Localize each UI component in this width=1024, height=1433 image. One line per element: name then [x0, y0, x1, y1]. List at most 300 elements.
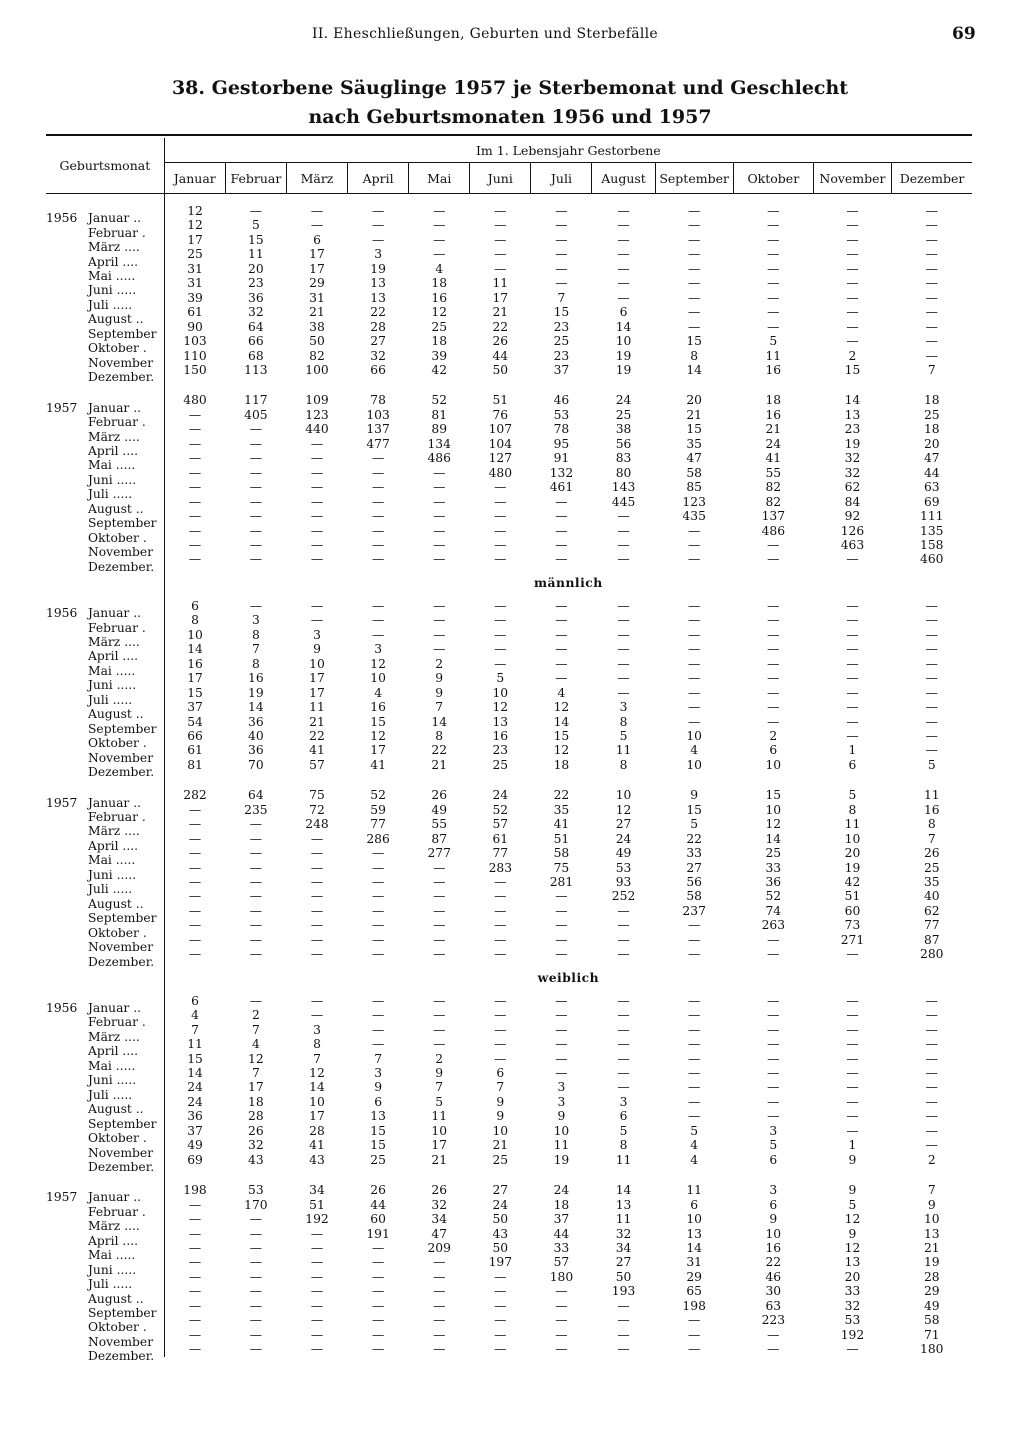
cell-value: 73 [844, 918, 861, 933]
cell-value: 44 [370, 1197, 386, 1212]
cell-value: — [846, 656, 859, 671]
cell-value: — [249, 1284, 263, 1299]
row-stub [46, 218, 164, 240]
cell-value: 49 [615, 846, 632, 861]
birth-month: August .. [88, 1291, 144, 1306]
cell-value: 81 [431, 407, 448, 422]
row-stub [46, 1241, 164, 1263]
cell-value: — [555, 656, 568, 671]
cell-value: 6 [374, 1094, 383, 1109]
cell-value: 29 [309, 276, 325, 291]
table-row [46, 846, 972, 860]
cell-value: 7 [927, 1183, 936, 1198]
cell-value: 252 [611, 889, 636, 904]
cell-value: — [433, 204, 446, 218]
cell-value: — [846, 218, 859, 233]
cell-value: 137 [761, 509, 786, 524]
birth-month: Juli ..... [88, 297, 133, 312]
cell-value: 52 [765, 889, 782, 904]
cell-value: 60 [370, 1212, 386, 1227]
row-stub [46, 1313, 164, 1335]
cell-value: 6 [848, 757, 857, 772]
cell-value: 486 [427, 451, 451, 466]
table-row [46, 628, 972, 642]
cell-value: 11 [765, 348, 782, 363]
cell-value: 123 [682, 494, 706, 509]
cell-value: — [846, 319, 859, 334]
cell-value: — [688, 671, 701, 686]
birth-month: August .. [88, 707, 144, 722]
cell-value: 24 [553, 1183, 570, 1198]
span-header: Im 1. Lebensjahr Gestorbene [164, 138, 972, 163]
cell-value: — [371, 1284, 385, 1299]
cell-value: — [494, 218, 507, 233]
cell-value: — [846, 728, 859, 743]
birth-month: September [88, 911, 157, 926]
cell-value: 8 [619, 1138, 628, 1153]
row-stub [46, 422, 164, 444]
cell-value: — [767, 685, 780, 700]
table-row [46, 509, 972, 523]
table-row [46, 552, 972, 566]
cell-value: 14 [187, 642, 203, 657]
row-stub [46, 1198, 164, 1219]
cell-value: 21 [309, 714, 325, 729]
row-stub [46, 1037, 164, 1059]
cell-value: — [925, 232, 938, 247]
cell-value: 111 [920, 509, 944, 524]
cell-value: 11 [923, 788, 940, 803]
cell-value: 6 [769, 1152, 778, 1167]
cell-value: 77 [923, 918, 940, 933]
cell-value: — [617, 1313, 630, 1328]
cell-value: 69 [923, 494, 940, 509]
cell-value: 23 [844, 422, 861, 437]
cell-value: 5 [769, 1138, 778, 1153]
cell-value: — [688, 247, 701, 262]
cell-value: — [555, 523, 568, 538]
cell-value: — [688, 1327, 701, 1342]
birth-month: April .... [88, 1044, 139, 1059]
cell-value: 16 [923, 802, 940, 817]
cell-value: — [433, 875, 446, 890]
cell-value: 7 [374, 1051, 383, 1066]
cell-value: 5 [848, 1197, 857, 1212]
cell-value: 11 [844, 817, 861, 832]
cell-value: — [688, 1094, 701, 1109]
cell-value: 4 [435, 261, 444, 276]
table-row [46, 817, 972, 831]
cell-value: — [688, 276, 701, 291]
cell-value: — [188, 875, 202, 890]
cell-value: — [494, 613, 507, 628]
cell-value: — [555, 918, 568, 933]
cell-value: 18 [923, 422, 940, 437]
cell-value: — [555, 889, 568, 904]
cell-value: — [846, 232, 859, 247]
cell-value: 14 [686, 362, 702, 377]
cell-value: 82 [765, 480, 782, 495]
birth-month: März .... [88, 1219, 140, 1234]
cell-value: 6 [619, 305, 628, 320]
cell-value: 27 [492, 1183, 509, 1198]
cell-value: — [494, 627, 507, 642]
cell-value: 58 [686, 465, 702, 480]
cell-value: — [767, 598, 780, 613]
cell-value: 61 [187, 743, 203, 758]
table-row [46, 1066, 972, 1080]
table-row [46, 524, 972, 538]
cell-value: 26 [370, 1183, 386, 1198]
cell-value: — [371, 552, 385, 567]
cell-value: 3 [619, 1094, 628, 1109]
cell-value: — [617, 903, 630, 918]
cell-value: 66 [248, 334, 264, 349]
birth-month: April .... [88, 444, 139, 459]
cell-value: 20 [844, 846, 861, 861]
cell-value: 15 [553, 728, 570, 743]
table-row [46, 1328, 972, 1342]
row-stub [46, 305, 164, 327]
cell-value: 4 [690, 743, 699, 758]
cell-value: — [555, 993, 568, 1008]
cell-value: — [846, 204, 859, 218]
cell-value: — [925, 319, 938, 334]
cell-value: — [188, 1212, 202, 1227]
cell-value: 28 [370, 319, 386, 334]
cell-value: — [846, 261, 859, 276]
cell-value: — [188, 451, 202, 466]
cell-value: 36 [248, 743, 264, 758]
cell-value: 42 [844, 875, 861, 890]
cell-value: 52 [492, 802, 509, 817]
cell-value: — [249, 817, 263, 832]
row-stub [46, 628, 164, 649]
cell-value: 84 [844, 494, 861, 509]
cell-value: 13 [844, 407, 861, 422]
column-header: Oktober [733, 163, 813, 194]
cell-value: — [925, 743, 938, 758]
cell-value: 24 [765, 436, 782, 451]
cell-value: 5 [690, 817, 699, 832]
cell-value: — [433, 903, 446, 918]
cell-value: — [310, 204, 324, 218]
cell-value: — [371, 947, 385, 962]
cell-value: 47 [431, 1226, 448, 1241]
cell-value: — [767, 1080, 780, 1095]
cell-value: — [188, 523, 202, 538]
cell-value: — [555, 1327, 568, 1342]
cell-value: 33 [553, 1241, 570, 1255]
cell-value: 15 [553, 305, 570, 320]
cell-value: 36 [765, 875, 782, 890]
cell-value: 52 [370, 788, 386, 803]
cell-value: 3 [313, 627, 321, 642]
cell-value: — [310, 598, 324, 613]
cell-value: — [767, 1066, 780, 1081]
table-row [46, 1023, 972, 1037]
cell-value: 18 [923, 393, 940, 408]
cell-value: — [688, 932, 701, 947]
table-row [46, 408, 972, 422]
birth-month: November [88, 1145, 154, 1160]
cell-value: 23 [553, 319, 570, 334]
cell-value: 8 [927, 817, 936, 832]
cell-value: — [846, 700, 859, 715]
birth-year: 1956 [46, 606, 78, 621]
cell-value: — [767, 319, 780, 334]
table-row [46, 233, 972, 247]
section-label: männlich [534, 575, 603, 591]
row-stub [46, 1008, 164, 1030]
cell-value: 80 [615, 465, 632, 480]
cell-value: — [688, 1313, 701, 1328]
cell-value: — [371, 1298, 385, 1313]
row-stub [46, 758, 164, 780]
cell-value: — [555, 903, 568, 918]
cell-value: 87 [923, 932, 940, 947]
cell-value: — [767, 204, 780, 218]
row-stub [46, 204, 164, 226]
cell-value: — [371, 1008, 385, 1023]
cell-value: 27 [615, 817, 632, 832]
cell-value: 123 [305, 407, 329, 422]
cell-value: 24 [492, 1197, 509, 1212]
cell-value: — [494, 480, 507, 495]
cell-value: 3 [374, 247, 383, 262]
cell-value: 5 [848, 788, 857, 803]
cell-value: — [555, 1022, 568, 1037]
birth-month: Januar .. [88, 211, 142, 226]
cell-value: 11 [492, 276, 509, 291]
cell-value: — [371, 1342, 385, 1357]
cell-value: — [494, 552, 507, 567]
cell-value: — [371, 918, 385, 933]
cell-value: — [494, 889, 507, 904]
cell-value: 27 [370, 334, 386, 349]
cell-value: 57 [553, 1255, 570, 1270]
row-stub [46, 846, 164, 868]
cell-value: 10 [309, 1094, 325, 1109]
cell-value: 28 [248, 1109, 264, 1124]
row-stub [46, 642, 164, 664]
cell-value: — [310, 1226, 324, 1241]
cell-value: — [688, 218, 701, 233]
cell-value: 28 [309, 1123, 325, 1138]
row-stub [46, 994, 164, 1015]
cell-value: — [617, 1051, 630, 1066]
table-row [46, 363, 972, 377]
cell-value: — [767, 1327, 780, 1342]
cell-value: — [846, 247, 859, 262]
cell-value: 9 [927, 1197, 936, 1212]
cell-value: — [310, 1255, 324, 1270]
cell-value: 21 [431, 757, 448, 772]
cell-value: — [846, 1008, 859, 1023]
cell-value: — [310, 932, 324, 947]
cell-value: 32 [844, 465, 861, 480]
cell-value: — [310, 875, 324, 890]
cell-value: — [767, 1094, 780, 1109]
cell-value: 49 [923, 1298, 940, 1313]
cell-value: — [433, 1284, 446, 1299]
cell-value: 480 [488, 465, 513, 480]
cell-value: — [188, 1342, 202, 1357]
cell-value: — [433, 465, 446, 480]
cell-value: — [494, 204, 507, 218]
cell-value: 263 [761, 918, 786, 933]
cell-value: 26 [923, 846, 940, 861]
birth-month: Mai ..... [88, 269, 136, 284]
cell-value: 6 [769, 743, 778, 758]
cell-value: — [433, 947, 446, 962]
birth-month: Juli ..... [88, 882, 133, 897]
row-stub [46, 451, 164, 473]
cell-value: 150 [183, 362, 207, 377]
cell-value: 405 [244, 407, 268, 422]
cell-value: — [371, 993, 385, 1008]
cell-value: 14 [187, 1066, 203, 1081]
birth-month: April .... [88, 649, 139, 664]
cell-value: 43 [492, 1226, 509, 1241]
birth-month: Mai ..... [88, 663, 136, 678]
cell-value: 56 [686, 875, 702, 890]
table-row [46, 1212, 972, 1226]
cell-value: — [371, 613, 385, 628]
cell-value: — [494, 947, 507, 962]
cell-value: 47 [686, 451, 702, 466]
cell-value: 6 [313, 232, 321, 247]
cell-value: 6 [690, 1197, 699, 1212]
cell-value: — [310, 1327, 324, 1342]
cell-value: 53 [844, 1313, 861, 1328]
row-stub [46, 466, 164, 487]
cell-value: 93 [615, 875, 632, 890]
cell-value: 60 [844, 903, 861, 918]
cell-value: — [310, 918, 324, 933]
cell-value: 12 [309, 1066, 325, 1081]
cell-value: — [688, 1037, 701, 1052]
table-row [46, 918, 972, 932]
cell-value: 32 [615, 1226, 632, 1241]
table-row [46, 1227, 972, 1241]
cell-value: 57 [492, 817, 509, 832]
cell-value: — [188, 480, 202, 495]
cell-value: 17 [248, 1080, 264, 1095]
cell-value: — [249, 903, 263, 918]
cell-value: 435 [682, 509, 706, 524]
cell-value: — [688, 1008, 701, 1023]
cell-value: — [688, 261, 701, 276]
cell-value: 12 [553, 743, 570, 758]
cell-value: 10 [686, 757, 702, 772]
cell-value: 34 [615, 1241, 632, 1255]
cell-value: 14 [765, 831, 782, 846]
cell-value: — [617, 204, 630, 218]
cell-value: 26 [431, 788, 448, 803]
cell-value: 191 [366, 1226, 390, 1241]
birth-month: November [88, 545, 154, 560]
cell-value: 52 [431, 393, 448, 408]
cell-value: — [555, 627, 568, 642]
cell-value: 22 [431, 743, 448, 758]
cell-value: — [310, 523, 324, 538]
cell-value: 15 [844, 362, 861, 377]
cell-value: — [767, 552, 780, 567]
cell-value: 58 [923, 1313, 940, 1328]
cell-value: — [188, 817, 202, 832]
cell-value: 32 [370, 348, 386, 363]
cell-value: 44 [923, 465, 940, 480]
cell-value: — [433, 247, 446, 262]
birth-month: Juli ..... [88, 487, 133, 502]
cell-value: 18 [431, 276, 448, 291]
cell-value: — [925, 642, 938, 657]
cell-value: 16 [765, 362, 782, 377]
cell-value: 50 [492, 1212, 509, 1227]
cell-value: 286 [366, 831, 390, 846]
table-row [46, 1342, 972, 1356]
cell-value: 11 [615, 743, 632, 758]
cell-value: — [846, 1094, 859, 1109]
cell-value: 25 [553, 334, 570, 349]
row-stub [46, 320, 164, 341]
cell-value: — [688, 305, 701, 320]
cell-value: — [310, 436, 324, 451]
cell-value: 282 [183, 788, 207, 803]
cell-value: — [433, 523, 446, 538]
cell-value: — [846, 1051, 859, 1066]
cell-value: 24 [187, 1094, 203, 1109]
cell-value: 5 [619, 1123, 628, 1138]
birth-month: Dezember. [88, 370, 155, 385]
cell-value: 12 [553, 700, 570, 715]
cell-value: — [188, 537, 202, 552]
cell-value: 15 [248, 232, 264, 247]
cell-value: — [555, 232, 568, 247]
cell-value: — [767, 1051, 780, 1066]
birth-month: Februar . [88, 809, 146, 824]
cell-value: 10 [370, 671, 386, 686]
cell-value: 32 [844, 1298, 861, 1313]
cell-value: — [617, 523, 630, 538]
cell-value: — [371, 889, 385, 904]
cell-value: — [688, 700, 701, 715]
cell-value: — [188, 860, 202, 875]
cell-value: 23 [492, 743, 509, 758]
cell-value: — [249, 480, 263, 495]
cell-value: 18 [765, 393, 782, 408]
cell-value: — [767, 613, 780, 628]
cell-value: 6 [619, 1109, 628, 1124]
cell-value: — [555, 598, 568, 613]
table-row [46, 262, 972, 276]
table-row [46, 1313, 972, 1327]
cell-value: — [433, 1008, 446, 1023]
cell-value: — [494, 1327, 507, 1342]
cell-value: — [617, 656, 630, 671]
table-row [46, 320, 972, 334]
row-stub [46, 1080, 164, 1102]
cell-value: 33 [844, 1284, 861, 1299]
cell-value: 9 [313, 642, 321, 657]
cell-value: 68 [248, 348, 264, 363]
cell-value: 19 [553, 1152, 570, 1167]
cell-value: — [249, 932, 263, 947]
cell-value: — [617, 598, 630, 613]
table-row [46, 715, 972, 729]
cell-value: — [188, 947, 202, 962]
